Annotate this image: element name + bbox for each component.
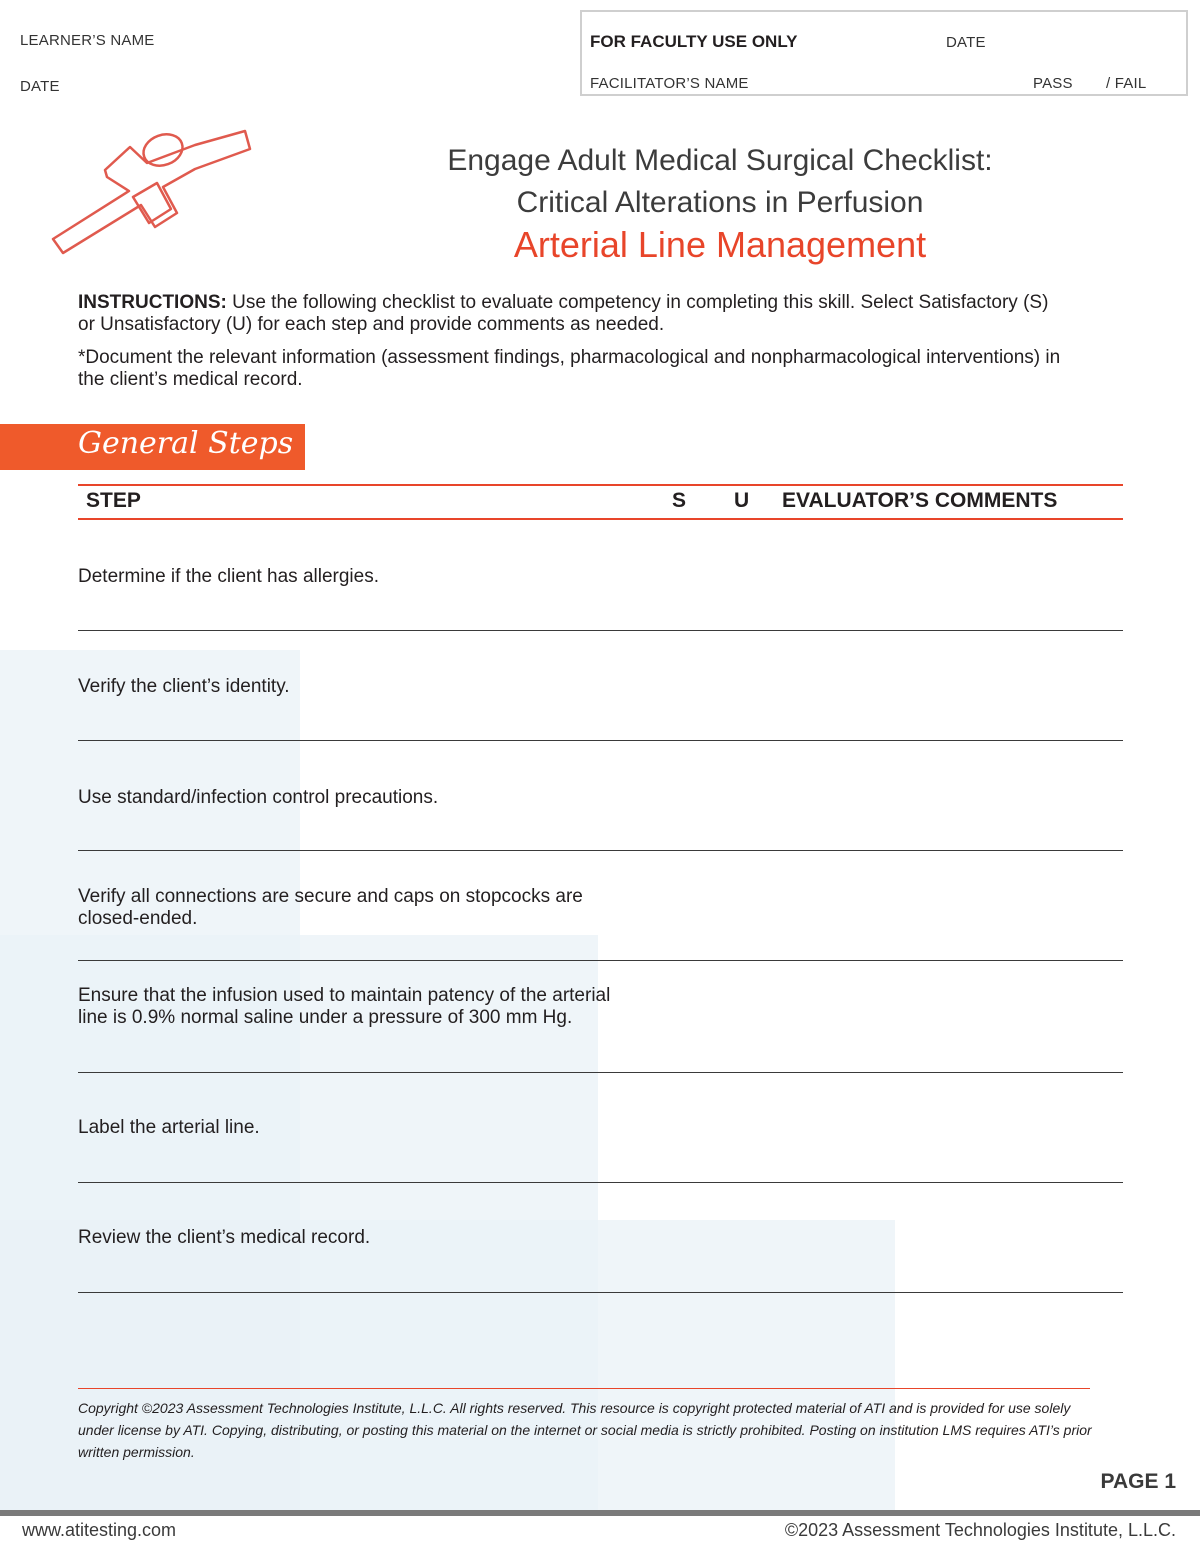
table-row: Ensure that the infusion used to maintain patency of the arterial line is 0.9% normal saline under a pressure of 300 mm Hg.	[78, 985, 611, 1028]
faculty-date-label: DATE	[946, 34, 986, 51]
title-line-1: Engage Adult Medical Surgical Checklist:	[447, 144, 993, 177]
background-shade	[0, 1220, 895, 1510]
table-row: Label the arterial line.	[78, 1117, 260, 1138]
row-rule	[78, 740, 1123, 741]
table-header-bottom-rule	[78, 518, 1123, 520]
learner-name-label: LEARNER’S NAME	[20, 32, 155, 49]
website-link[interactable]: www.atitesting.com	[22, 1520, 177, 1540]
table-row: Determine if the client has allergies.	[78, 566, 379, 587]
row-rule	[78, 1182, 1123, 1183]
bottom-band	[0, 1510, 1200, 1516]
u-column-header: U	[734, 489, 750, 512]
fail-label: / FAIL	[1106, 75, 1147, 92]
title-line-3: Arterial Line Management	[513, 224, 927, 265]
row-rule	[78, 1072, 1123, 1073]
instructions	[78, 292, 1068, 336]
facilitator-name-label: FACILITATOR’S NAME	[590, 75, 749, 92]
comments-column-header: EVALUATOR’S COMMENTS	[782, 489, 1058, 512]
s-column-header: S	[672, 489, 687, 512]
table-header-top-rule	[78, 484, 1123, 486]
title-line-2: Critical Alterations in Perfusion	[516, 186, 924, 219]
table-row: Verify the client’s identity.	[78, 676, 290, 697]
row-rule	[78, 960, 1123, 961]
instructions-label: INSTRUCTIONS:	[78, 292, 227, 313]
table-row: Review the client’s medical record.	[78, 1227, 371, 1248]
instructions-text: Use the following checklist to evaluate competency in completing this skill. Select Satisfactory (S) or Unsatisfactory (U) for each step and provide comments as needed.	[78, 292, 1049, 335]
row-rule	[78, 1292, 1123, 1293]
table-row: Verify all connections are secure and caps on stopcocks are closed-ended.	[78, 886, 583, 929]
footer-rule	[78, 1388, 1090, 1389]
learner-date-label: DATE	[20, 78, 60, 95]
page-number: PAGE 1	[1100, 1470, 1176, 1493]
ati-figure-logo-icon	[45, 125, 255, 270]
row-rule	[78, 630, 1123, 631]
faculty-box	[580, 10, 1188, 96]
faculty-title: FOR FACULTY USE ONLY	[590, 32, 798, 51]
step-column-header: STEP	[86, 489, 141, 512]
copyright-notice: Copyright ©2023 Assessment Technologies Institute, L.L.C. All rights reserved. This resource is copyright protected material of ATI and is provided for use solely under license by ATI. Copying, distributing, or posting this material on the internet or social media is strictly prohibited. Posting on institution LMS requires ATI’s prior written permission.	[78, 1400, 1092, 1460]
section-title: General Steps	[78, 426, 294, 461]
row-rule	[78, 850, 1123, 851]
pass-label: PASS	[1033, 75, 1073, 92]
company-copyright: ©2023 Assessment Technologies Institute, L.L.C.	[784, 1520, 1176, 1540]
documentation-note: *Document the relevant information (assessment findings, pharmacological and nonpharmacological interventions) in the client’s medical record.	[78, 347, 1061, 390]
table-row: Use standard/infection control precautions.	[78, 787, 439, 808]
